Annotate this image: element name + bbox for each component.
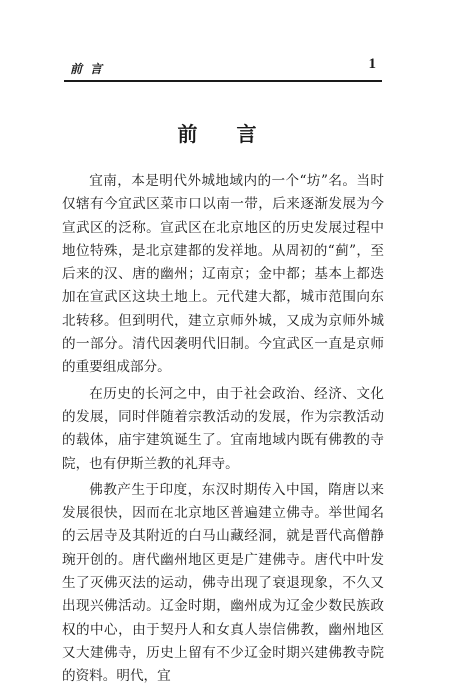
paragraph: 宜南，本是明代外城地域内的一个“坊”名。当时仅辖有今宜武区菜市口以南一带，后来逐渐发展为今宣武区的泛称。宣武区在北京地区的历史发展过程中地位特殊，是北京建都的发祥地。从周初的“蓟”，至后来的汉、唐的幽州；辽南京；金中都；基本上都迭加在宣武区这块土地上。元代建大都，城市范围向东北转移。但到明代，建立京师外城，又成为京师外城的一部分。清代因袭明代旧制。今宜武区一直是京师的重要组成部分。 (62, 173, 384, 376)
header-rule (64, 80, 382, 82)
running-head: 前言 (70, 62, 111, 76)
page-title: 前 言 (177, 122, 273, 146)
page-number: 1 (368, 56, 376, 72)
body-text (62, 170, 384, 692)
paragraph: 在历史的长河之中，由于社会政治、经济、文化的发展，同时伴随着宗教活动的发展，作为宗教活动的载体，庙宇建筑诞生了。宜南地域内既有佛教的寺院，也有伊斯兰教的礼拜寺。 (62, 385, 384, 472)
page-header (66, 58, 380, 80)
paragraph: 佛教产生于印度，东汉时期传入中国，隋唐以来发展很快，因而在北京地区普遍建立佛寺。举世闻名的云居寺及其附近的白马山藏经洞，就是晋代高僧静琬开创的。唐代幽州地区更是广建佛寺。唐代中叶发生了灭佛灭法的运动，佛寺出现了衰退现象，不久又出现兴佛活动。辽金时期，幽州成为辽金少数民族政权的中心，由于契丹人和女真人崇信佛教，幽州地区又大建佛寺，历史上留有不少辽金时期兴建佛教寺院的资料。明代，宜 (62, 481, 384, 685)
